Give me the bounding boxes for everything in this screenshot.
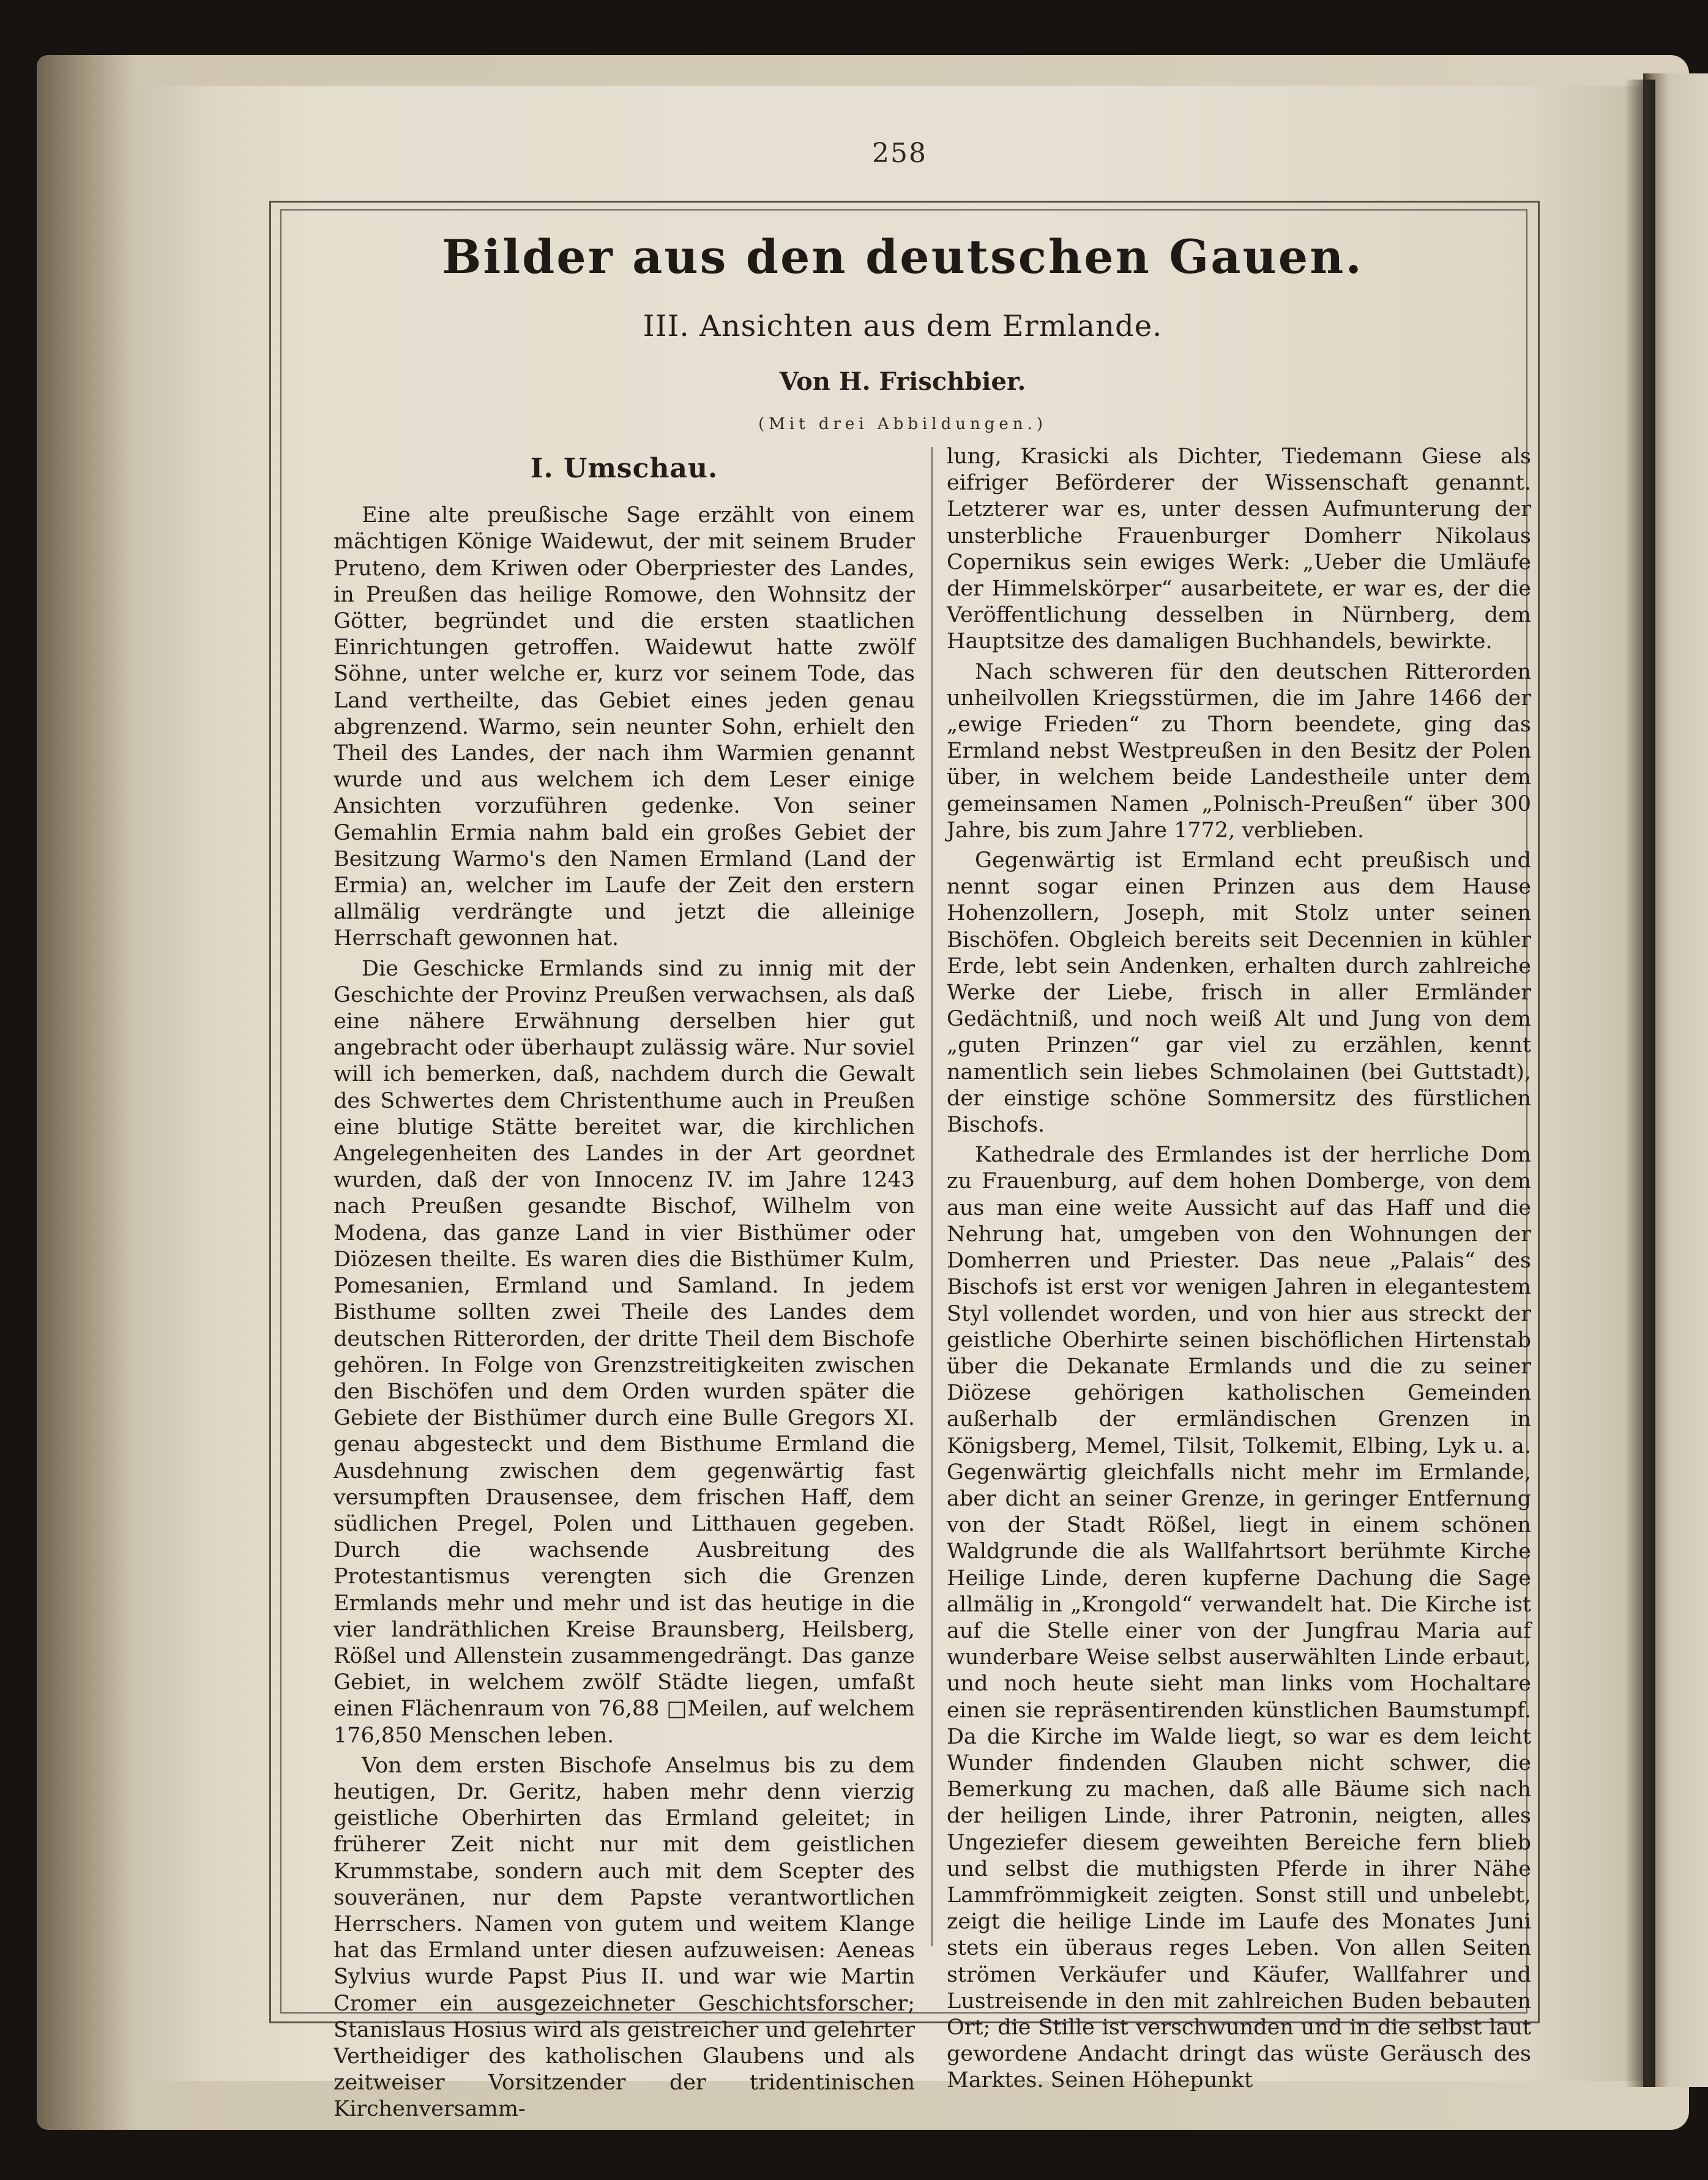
section-heading: I. Umschau. bbox=[530, 453, 718, 484]
paragraph: Gegenwärtig ist Ermland echt preußisch und nennt sogar einen Prinzen aus dem Hause Hohenzollern, Joseph, mit Stolz unter seinen Bischöfen. Obgleich bereits seit Decennien in kühler Erde, lebt sein Andenken, erhalten durch zahlreiche Werke der Liebe, frisch in aller Ermländer Gedächtniß, und noch weiß Alt und Jung von dem „guten Prinzen“ gar viel zu erzählen, kennt namentlich sein liebes Schmolainen (bei Guttstadt), der einstige schöne Sommersitz des fürstlichen Bischofs. bbox=[947, 848, 1531, 1138]
paragraph: Eine alte preußische Sage erzählt von einem mächtigen Könige Waidewut, der mit seinem Bruder Pruteno, dem Kriwen oder Oberpriester des Landes, in Preußen das heilige Romowe, den Wohnsitz der Götter, begründet und die ersten staatlichen Einrichtungen getroffen. Waidewut hatte zwölf Söhne, unter welche er, kurz vor seinem Tode, das Land vertheilte, das Gebiet eines jeden genau abgrenzend. Warmo, sein neunter Sohn, erhielt den Theil des Landes, der nach ihm Warmien genannt wurde und aus welchem ich dem Leser einige Ansichten vorzuführen gedenke. Von seiner Gemahlin Ermia nahm bald ein großes Gebiet der Besitzung Warmo's den Namen Ermland (Land der Ermia) an, welcher im Laufe der Zeit den erstern allmälig verdrängte und jetzt die alleinige Herrschaft gewonnen hat. bbox=[334, 503, 915, 951]
page-number: 258 bbox=[872, 138, 927, 169]
paragraph: Die Geschicke Ermlands sind zu innig mit der Geschichte der Provinz Preußen verwachsen, als daß eine nähere Erwähnung derselben hier gut angebracht oder überhaupt zulässig wäre. Nur soviel will ich bemerken, daß, nachdem durch die Gewalt des Schwertes dem Christenthume auch in Preußen eine blutige Stätte bereitet war, die kirchlichen Angelegenheiten des Landes in der Art geordnet wurden, daß der von Innocenz IV. im Jahre 1243 nach Preußen gesandte Bischof, Wilhelm von Modena, das ganze Land in vier Bisthümer oder Diözesen theilte. Es waren dies die Bisthümer Kulm, Pomesanien, Ermland und Samland. In jedem Bisthume sollten zwei Theile des Landes dem deutschen Ritterorden, der dritte Theil dem Bischofe gehören. In Folge von Grenzstreitigkeiten zwischen den Bischöfen und dem Orden wurden später die Gebiete der Bisthümer durch eine Bulle Gregors XI. genau abgesteckt und dem Bisthume Ermland die Ausdehnung zwischen dem gegenwärtig fast versumpften Drausensee, dem frischen Haff, dem südlichen Pregel, Polen und Litthauen gegeben. Durch die wachsende Ausbreitung des Protestantismus verengten sich die Grenzen Ermlands mehr und mehr und ist das heutige in die vier landräthlichen Kreise Braunsberg, Heilsberg, Rößel und Allenstein zusammengedrängt. Das ganze Gebiet, in welchem zwölf Städte liegen, umfaßt einen Flächenraum von 76,88 □Meilen, auf welchem 176,850 Menschen leben. bbox=[334, 956, 915, 1748]
author-byline: Von H. Frischbier. bbox=[779, 367, 1026, 396]
paragraph: Von dem ersten Bischofe Anselmus bis zu dem heutigen, Dr. Geritz, haben mehr denn vierzig geistliche Oberhirten das Ermland geleitet; in früherer Zeit nicht nur mit dem geistlichen Krummstabe, sondern auch mit dem Scepter des souveränen, nur dem Papste verantwortlichen Herrschers. Namen von gutem und weitem Klange hat das Ermland unter diesen aufzuweisen: Aeneas Sylvius wurde Papst Pius II. und war wie Martin Cromer ein ausgezeichneter Geschichtsforscher; Stanislaus Hosius wird als geistreicher und gelehrter Vertheidiger des katholischen Glaubens und als zeitweiser Vorsitzender der tridentinischen Kirchenversamm- bbox=[334, 1753, 915, 2122]
right-text-column bbox=[947, 444, 1531, 2098]
illustrations-note: (Mit drei Abbildungen.) bbox=[758, 415, 1047, 433]
article-series-title: Bilder aus den deutschen Gauen. bbox=[442, 230, 1363, 284]
book-gutter bbox=[1625, 80, 1655, 2087]
left-text-column bbox=[334, 447, 915, 2127]
paragraph: lung, Krasicki als Dichter, Tiedemann Giese als eifriger Beförderer der Wissenschaft genannt. Letzterer war es, unter dessen Aufmunterung der unsterbliche Frauenburger Domherr Nikolaus Copernikus sein ewiges Werk: „Ueber die Umläufe der Himmelskörper“ ausarbeitete, er war es, der die Veröffentlichung desselben in Nürnberg, dem Hauptsitze des damaligen Buchhandels, bewirkte. bbox=[947, 444, 1531, 654]
column-divider bbox=[931, 447, 933, 1946]
paragraph: Nach schweren für den deutschen Ritterorden unheilvollen Kriegsstürmen, die im Jahre 1466 der „ewige Frieden“ zu Thorn beendete, ging das Ermland nebst Westpreußen in den Besitz der Polen über, in welchem beide Landestheile unter dem gemeinsamen Namen „Polnisch-Preußen“ über 300 Jahre, bis zum Jahre 1772, verblieben. bbox=[947, 659, 1531, 843]
article-title: III. Ansichten aus dem Ermlande. bbox=[643, 309, 1163, 343]
paragraph: Kathedrale des Ermlandes ist der herrliche Dom zu Frauenburg, auf dem hohen Domberge, von dem aus man eine weite Aussicht auf das Haff und die Nehrung hat, umgeben von den Wohnungen der Domherren und Priester. Das neue „Palais“ des Bischofs ist erst vor wenigen Jahren in elegantestem Styl vollendet worden, und von hier aus streckt der geistliche Oberhirte seinen bischöflichen Hirtenstab über die Dekanate Ermlands und die zu seiner Diözese gehörigen katholischen Gemeinden außerhalb der ermländischen Grenzen in Königsberg, Memel, Tilsit, Tolkemit, Elbing, Lyk u. a. Gegenwärtig gleichfalls nicht mehr im Ermlande, aber dicht an seiner Grenze, in geringer Entfernung von der Stadt Rößel, liegt in einem schönen Waldgrunde die als Wallfahrtsort berühmte Kirche Heilige Linde, deren kupferne Dachung die Sage allmälig in „Krongold“ verwandelt hat. Die Kirche ist auf die Stelle einer von der Jungfrau Maria auf wunderbare Weise selbst auserwählten Linde erbaut, und noch heute sieht man links vom Hochaltare einen sie repräsentirenden künstlichen Baumstumpf. Da die Kirche im Walde liegt, so war es dem leicht Wunder findenden Glauben nicht schwer, die Bemerkung zu machen, daß alle Bäume sich nach der heiligen Linde, ihrer Patronin, neigten, alles Ungeziefer diesem geweihten Bereiche fern blieb und selbst die muthigsten Pferde in ihrer Nähe Lammfrömmigkeit zeigten. Sonst still und unbelebt, zeigt die heilige Linde im Laufe des Monates Juni stets ein überaus reges Leben. Von allen Seiten strömen Verkäufer und Käufer, Wallfahrer und Lustreisende in den mit zahlreichen Buden bebauten Ort; die Stille ist verschwunden und in die selbst laut gewordene Andacht dringt das wüste Geräusch des Marktes. Seinen Höhepunkt bbox=[947, 1143, 1531, 2093]
